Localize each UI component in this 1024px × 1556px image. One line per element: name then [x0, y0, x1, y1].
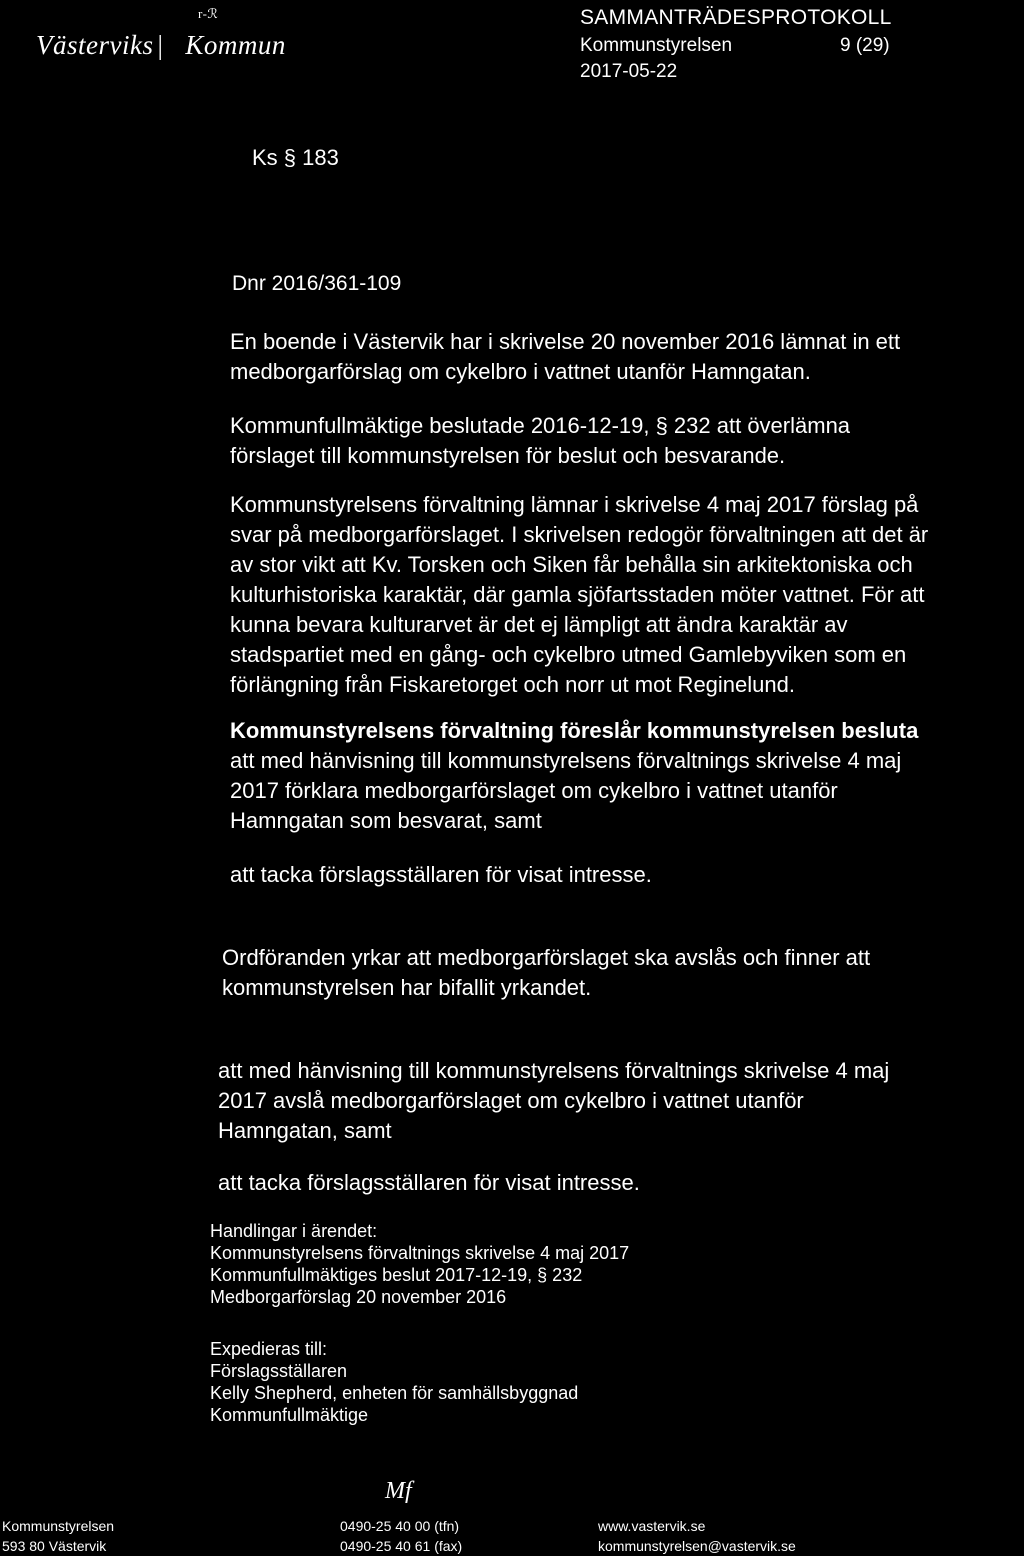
document-type: SAMMANTRÄDESPROTOKOLL	[580, 6, 892, 29]
paragraph-proposal	[230, 716, 918, 836]
text-line: kunna bevara kulturarvet är det ej lämpligt att ändra karaktär av	[230, 612, 848, 637]
documents-heading: Handlingar i ärendet:	[210, 1221, 378, 1241]
footer-web	[598, 1516, 796, 1556]
documents-list	[210, 1220, 629, 1308]
case-number: Dnr 2016/361-109	[232, 272, 402, 295]
paragraph-administration	[230, 490, 928, 700]
list-item: Kelly Shepherd, enheten för samhällsbyggnad	[210, 1383, 579, 1403]
text-line: 2017 avslå medborgarförslaget om cykelbro i vattnet utanför	[218, 1088, 804, 1113]
distribution-list	[210, 1338, 578, 1426]
logo-mark: r-ℛ	[198, 6, 219, 21]
list-item: Kommunfullmäktige	[210, 1405, 369, 1425]
text-line: Kommunstyrelsens förvaltning lämnar i skrivelse 4 maj 2017 förslag på	[230, 492, 919, 517]
text-line: Ordföranden yrkar att medborgarförslaget ska avslås och finner att	[222, 945, 871, 970]
text-line: förlängning från Fiskaretorget och norr ut mot Reginelund.	[230, 672, 795, 697]
footer-address	[2, 1516, 114, 1556]
text-line: att tacka förslagsställaren för visat intresse.	[218, 1170, 640, 1195]
list-item: Kommunstyrelsens förvaltnings skrivelse 4 maj 2017	[210, 1243, 630, 1263]
text-line: En boende i Västervik har i skrivelse 20 november 2016 lämnat in ett	[230, 329, 901, 354]
decision-thanks	[218, 1168, 640, 1198]
footer-org: Kommunstyrelsen	[2, 1518, 115, 1534]
distribution-heading: Expedieras till:	[210, 1339, 328, 1359]
text-line: av stor vikt att Kv. Torsken och Siken får behålla sin arkitektoniska och	[230, 552, 913, 577]
footer-fax: 0490-25 40 61 (fax)	[340, 1538, 463, 1554]
text-line: att med hänvisning till kommunstyrelsens förvaltnings skrivelse 4 maj	[230, 748, 902, 773]
paragraph-intro	[230, 327, 900, 387]
page-number: 9 (29)	[840, 35, 890, 56]
text-line: att med hänvisning till kommunstyrelsens förvaltnings skrivelse 4 maj	[218, 1058, 890, 1083]
logo-text-right: Kommun	[185, 30, 286, 60]
municipality-logo: Västerviks | Kommun r-ℛ	[36, 6, 286, 60]
footer-contact	[340, 1516, 462, 1556]
text-line: kulturhistoriska karaktär, där gamla sjöfartsstaden möter vattnet. För att	[230, 582, 925, 607]
proposal-heading: Kommunstyrelsens förvaltning föreslår kommunstyrelsen besluta	[230, 718, 919, 743]
text-line: stadspartiet med en gång- och cykelbro utmed Gamlebyviken som en	[230, 642, 907, 667]
text-line: Hamngatan som besvarat, samt	[230, 808, 542, 833]
initials-signature: Mf	[385, 1478, 412, 1504]
footer-postal: 593 80 Västervik	[2, 1538, 107, 1554]
section-number: Ks § 183	[252, 145, 339, 170]
text-line: svar på medborgarförslaget. I skrivelsen redogör förvaltningen att det är	[230, 522, 929, 547]
text-line: Hamngatan, samt	[218, 1118, 392, 1143]
text-line: 2017 förklara medborgarförslaget om cykelbro i vattnet utanför	[230, 778, 838, 803]
footer-email[interactable]: kommunstyrelsen@vastervik.se	[598, 1538, 796, 1554]
list-item: Medborgarförslag 20 november 2016	[210, 1287, 507, 1307]
text-line: kommunstyrelsen har bifallit yrkandet.	[222, 975, 592, 1000]
committee-name: Kommunstyrelsen	[580, 35, 733, 56]
footer-phone: 0490-25 40 00 (tfn)	[340, 1518, 460, 1534]
paragraph-decision	[218, 1056, 889, 1146]
list-item: Förslagsställaren	[210, 1361, 348, 1381]
meeting-date: 2017-05-22	[580, 61, 678, 82]
text-line: förslaget till kommunstyrelsen för beslut och besvarande.	[230, 443, 786, 468]
text-line: medborgarförslag om cykelbro i vattnet utanför Hamngatan.	[230, 359, 811, 384]
footer-website[interactable]: www.vastervik.se	[598, 1518, 706, 1534]
list-item: Kommunfullmäktiges beslut 2017-12-19, § 232	[210, 1265, 583, 1285]
logo-text-left: Västerviks	[36, 30, 154, 60]
text-line: att tacka förslagsställaren för visat intresse.	[230, 862, 652, 887]
proposal-thanks	[230, 860, 652, 890]
paragraph-chair	[222, 943, 870, 1003]
text-line: Kommunfullmäktige beslutade 2016-12-19, § 232 att överlämna	[230, 413, 851, 438]
paragraph-referral	[230, 411, 850, 471]
